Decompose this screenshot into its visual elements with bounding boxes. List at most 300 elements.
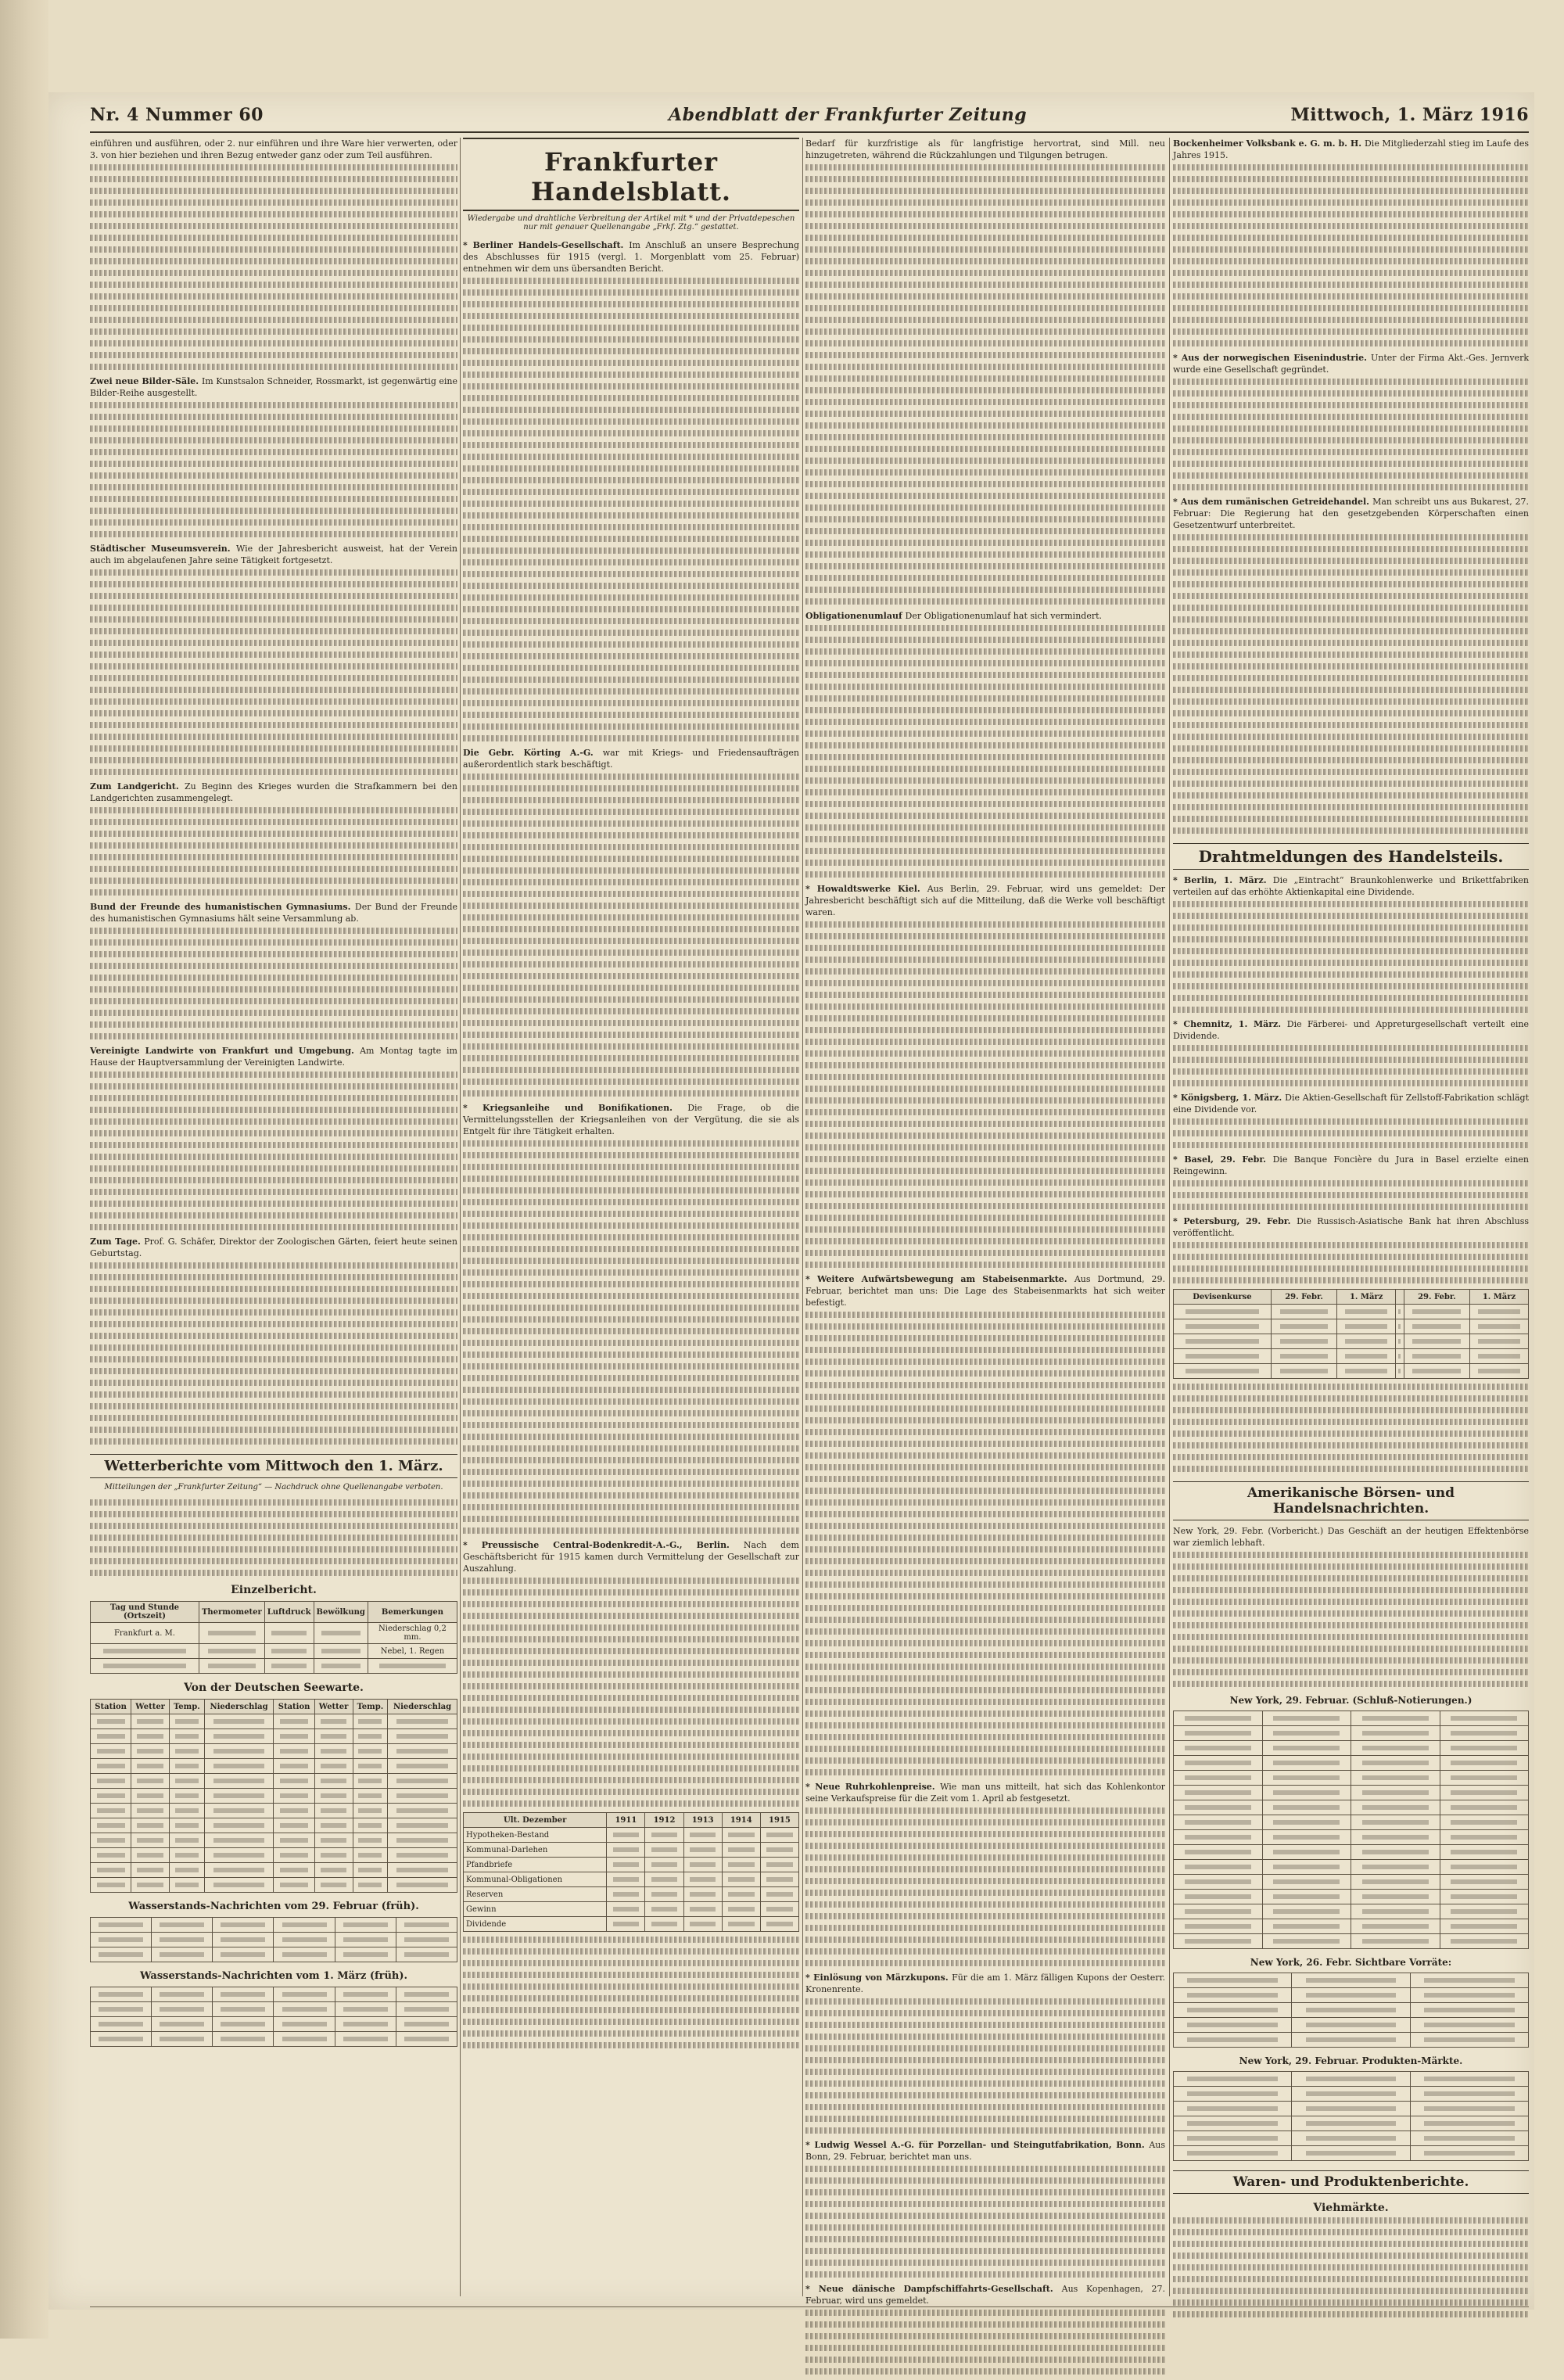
table-row [464,1902,799,1917]
article-text: Die Frage, ob die Vermittelungsstellen der Kriegsanleihen von der Vergütung, die sie als Entgelt für ihre Tätigkeit erhalten. [463,1103,799,1136]
amerika-title: Amerikanische Börsen- und Handelsnachrichten. [1173,1481,1529,1520]
table-cell [1271,1319,1336,1334]
table-row [91,1714,457,1729]
row-label: Hypotheken-Bestand [464,1828,607,1843]
table-cell [1440,1756,1529,1771]
table-cell [131,1833,170,1848]
market-news-sections [1173,138,1529,834]
table-cell [91,1789,131,1804]
table-cell [199,1644,264,1659]
table-header-cell: Ult. Dezember [464,1813,607,1828]
article [1173,1154,1529,1177]
table-cell [152,1933,213,1947]
table-cell [353,1744,388,1759]
table-row [464,1917,799,1932]
table-row [91,1833,457,1848]
article [463,1539,799,1574]
table-header-cell: 29. Febr. [1404,1290,1469,1305]
table-cell [1396,1319,1404,1334]
table-cell [1262,1756,1351,1771]
intro-paragraph: einführen und ausführen, oder 2. nur einführen und ihre Ware hier verwerten, oder 3. von hier beziehen und ihren Bezug entweder ganz oder zum Teil ausführen. [90,138,457,161]
table-row [91,1759,457,1774]
table-cell [1410,2116,1528,2131]
column-1 [90,138,457,2052]
article-heading: Zum Tage. [90,1237,144,1247]
table-cell [204,1848,274,1863]
table-cell [204,1759,274,1774]
table-cell [1174,1904,1263,1919]
table-cell [607,1887,645,1902]
table-cell [1174,2033,1292,2048]
table-cell [1174,1934,1263,1949]
table-cell [353,1714,388,1729]
table-row [91,1774,457,1789]
table-cell [368,1659,457,1674]
article [805,1781,1165,1804]
table-cell [396,1933,457,1947]
table-row [1174,1771,1529,1786]
table-cell [1396,1334,1404,1349]
body-text [90,1072,457,1230]
table-cell [274,1729,314,1744]
table-row [1174,1364,1529,1379]
table-header-cell: 1. März [1337,1290,1396,1305]
table-cell [1337,1334,1396,1349]
table-cell [1174,2116,1292,2131]
table-cell [1262,1890,1351,1904]
table-row [1174,1800,1529,1815]
body-text [805,2166,1165,2278]
body-text [463,1140,799,1534]
table-cell [1440,1786,1529,1800]
table-cell [170,1848,205,1863]
table-cell [353,1789,388,1804]
article-text: Am Montag tagte im Hause der Hauptversammlung der Vereinigten Landwirte. [90,1046,457,1068]
article-heading: * Chemnitz, 1. März. [1173,1019,1287,1029]
table-cell [264,1644,314,1659]
table-cell [645,1887,683,1902]
seewarte-title: Von der Deutschen Seewarte. [90,1682,457,1694]
table-header-cell: Tag und Stunde (Ortszeit) [91,1602,199,1623]
table-cell [335,2032,396,2047]
table-cell [760,1843,798,1858]
table-cell [353,1848,388,1863]
drahtmeldungen-title: Drahtmeldungen des Handelsteils. [1173,843,1529,870]
table-cell [131,1818,170,1833]
einzel-table [90,1601,457,1674]
row-label: Gewinn [464,1902,607,1917]
table-cell [645,1872,683,1887]
table-row [1174,1711,1529,1726]
table-cell [1470,1319,1529,1334]
body-text [1173,1552,1529,1687]
article-text: Wie man uns mitteilt, hat sich das Kohlenkontor seine Verkaufspreise für die Zeit vom 1. April ab festgesetzt. [805,1782,1165,1804]
table-cell [607,1872,645,1887]
table-cell [335,1918,396,1933]
table-cell [1337,1305,1396,1319]
table-cell [1410,2146,1528,2161]
table-cell [1351,1800,1440,1815]
table-cell [722,1887,760,1902]
table-cell [335,2002,396,2017]
column-2 [463,138,799,2054]
table-cell [388,1878,457,1893]
table-cell [213,2032,274,2047]
table-cell [274,1804,314,1818]
table-cell [1174,1305,1272,1319]
body-text [805,164,1165,605]
table-cell [722,1902,760,1917]
table-cell [1440,1934,1529,1949]
table-cell [170,1818,205,1833]
table-cell [1351,1726,1440,1741]
table-cell [199,1659,264,1674]
table-row [91,2017,457,2032]
article-text: Aus Bonn, 29. Februar, berichtet man uns. [805,2140,1165,2162]
table-cell [199,1623,264,1644]
article-text: Die Aktien-Gesellschaft für Zellstoff-Fabrikation schlägt eine Dividende vor. [1173,1093,1529,1115]
table-cell [1440,1919,1529,1934]
table-cell [1351,1771,1440,1786]
table-cell [204,1833,274,1848]
article-heading: * Königsberg, 1. März. [1173,1093,1285,1103]
table-cell [1440,1711,1529,1726]
table-cell [204,1878,274,1893]
row-label: Pfandbriefe [464,1858,607,1872]
handelsblatt-title: Frankfurter Handelsblatt. [463,138,799,211]
table-row [91,1848,457,1863]
column-3 [805,138,1165,2380]
amerika-lead: New York, 29. Febr. (Vorbericht.) Das Geschäft an der heutigen Effektenbörse war ziemlich lebhaft. [1173,1525,1529,1549]
table-row [91,1878,457,1893]
table-cell [1292,2116,1410,2131]
article-text: Bedarf für kurzfristige als für langfristige hervortrat, sind Mill. neu hinzugetreten, während die Rückzahlungen und Tilgungen betrugen. [805,138,1165,160]
table-header-cell: 1911 [607,1813,645,1828]
table-cell [1292,2018,1410,2033]
article-text: Aus Kopenhagen, 27. Februar, wird uns gemeldet. [805,2284,1165,2306]
article-heading: Bund der Freunde des humanistischen Gymnasiums. [90,902,355,912]
table-cell [1440,1800,1529,1815]
table-cell [213,1933,274,1947]
table-cell [335,1933,396,1947]
table-cell [274,2002,335,2017]
table-cell [1174,1726,1263,1741]
article [805,883,1165,918]
article [1173,1018,1529,1042]
article-text: Nach dem Geschäftsbericht für 1915 kamen durch Vermittelung der Gesellschaft zur Auszahlung. [463,1540,799,1574]
table-cell [314,1804,353,1818]
article [805,2139,1165,2163]
table-cell [1262,1815,1351,1830]
table-cell [1174,1349,1272,1364]
table-cell [204,1804,274,1818]
table-cell [264,1623,314,1644]
water-table [90,1917,457,1962]
table-cell [607,1858,645,1872]
table-cell [1292,2146,1410,2161]
article-heading: * Aus der norwegischen Eisenindustrie. [1173,353,1371,363]
table-cell [91,1933,152,1947]
ny-produkten-title: New York, 29. Februar. Produkten-Märkte. [1173,2055,1529,2066]
table-cell [1351,1875,1440,1890]
article-text: Die Färberei- und Appreturgesellschaft verteilt eine Dividende. [1173,1019,1529,1041]
table-cell [1470,1305,1529,1319]
article-text: war mit Kriegs- und Friedensaufträgen außerordentlich stark beschäftigt. [463,748,799,770]
table-cell [314,1863,353,1878]
table-cell [274,1744,314,1759]
article-heading: Obligationenumlauf [805,611,906,621]
table-cell [396,1918,457,1933]
table-cell [396,2032,457,2047]
column-rule [802,138,803,2296]
table-cell [1470,1364,1529,1379]
article [805,1273,1165,1308]
article [463,1102,799,1137]
table-cell [314,1759,353,1774]
water2-title: Wasserstands-Nachrichten vom 1. März (früh). [90,1970,457,1982]
handelsblatt-sections [463,239,799,1807]
table-cell [170,1833,205,1848]
article-heading: * Basel, 29. Febr. [1173,1154,1273,1165]
table-cell [1292,2072,1410,2087]
table-row [1174,2131,1529,2146]
water2-table [90,1987,457,2047]
table-row [91,1933,457,1947]
table-cell [1271,1334,1336,1349]
table-cell [396,2002,457,2017]
table-cell [274,1848,314,1863]
table-row [1174,1973,1529,1988]
vieh-title: Viehmärkte. [1173,2202,1529,2214]
table-header-cell: Niederschlag [204,1700,274,1714]
table-row [1174,1786,1529,1800]
table-row [1174,2116,1529,2131]
article [90,901,457,924]
table-row [1174,1890,1529,1904]
body-text [90,928,457,1039]
table-cell [645,1828,683,1843]
table-cell [131,1759,170,1774]
article-heading: * Aus dem rumänischen Getreidehandel. [1173,497,1372,507]
table-cell [274,1947,335,1962]
table-cell [274,1818,314,1833]
article-heading: * Petersburg, 29. Febr. [1173,1216,1297,1226]
table-cell [1440,1726,1529,1741]
table-header-cell: 1912 [645,1813,683,1828]
table-cell [1292,2131,1410,2146]
column-rule [1169,138,1170,2296]
ny-sichtbare-table [1173,1973,1529,2048]
page-header [90,103,1529,133]
table-cell [204,1714,274,1729]
table-cell [1262,1800,1351,1815]
table-cell [388,1833,457,1848]
table-header-cell: Thermometer [199,1602,264,1623]
table-row [1174,1349,1529,1364]
table-cell [1174,1334,1272,1349]
table-cell [170,1759,205,1774]
table-row [1174,1830,1529,1845]
article [805,138,1165,161]
weather-title: Wetterberichte vom Mittwoch den 1. März. [90,1454,457,1478]
table-cell [683,1872,722,1887]
table-cell [274,1833,314,1848]
table-cell [213,1987,274,2002]
table-cell [1174,1830,1263,1845]
table-cell [131,1789,170,1804]
table-cell [91,1659,199,1674]
table-cell [1396,1364,1404,1379]
table-row [91,1644,457,1659]
table-cell [1262,1919,1351,1934]
table-cell [388,1848,457,1863]
table-header-cell: Bewölkung [314,1602,368,1623]
table-cell [645,1917,683,1932]
table-cell [1396,1305,1404,1319]
table-cell [170,1744,205,1759]
article-heading: * Berliner Handels-Gesellschaft. [463,240,629,250]
table-cell [91,1818,131,1833]
table-row [91,1804,457,1818]
table-cell [1262,1771,1351,1786]
table-cell [607,1902,645,1917]
table-cell [91,1714,131,1729]
table-cell [170,1774,205,1789]
handelsblatt-subtitle: Wiedergabe und drahtliche Verbreitung der Artikel mit * und der Privatdepeschen nur mit genauer Quellenangabe „Frkf. Ztg.“ gestattet. [463,214,799,232]
drahtmeldungen-sections [1173,874,1529,1283]
newspaper-title: Abendblatt der Frankfurter Zeitung [669,105,1027,125]
table-cell [91,1987,152,2002]
table-row [1174,1875,1529,1890]
table-cell [1262,1830,1351,1845]
table-cell [91,1833,131,1848]
table-cell [1410,1973,1528,1988]
table-cell [314,1659,368,1674]
table-cell [274,1878,314,1893]
table-header-cell: 1913 [683,1813,722,1828]
article-heading: * Neue dänische Dampfschiffahrts-Gesellschaft. [805,2284,1062,2294]
table-cell [353,1833,388,1848]
table-cell [1292,1973,1410,1988]
table-cell [1337,1364,1396,1379]
ny-quotes-table [1173,1711,1529,1949]
table-cell [131,1863,170,1878]
table-cell [760,1858,798,1872]
table-cell [1351,1711,1440,1726]
table-cell [1410,2033,1528,2048]
table-row [91,1729,457,1744]
table-row [1174,2087,1529,2102]
table-cell [204,1789,274,1804]
article-text: Wie der Jahresbericht ausweist, hat der Verein auch im abgelaufenen Jahre seine Tätigkeit fortgesetzt. [90,544,457,565]
issue-date: Mittwoch, 1. März 1916 [1290,105,1529,125]
article-heading: * Preussische Central-Bodenkredit-A.-G., Berlin. [463,1540,744,1550]
table-cell [607,1828,645,1843]
table-cell [388,1729,457,1744]
table-cell [1410,1988,1528,2003]
article [1173,874,1529,898]
table-cell [353,1729,388,1744]
table-cell [204,1744,274,1759]
table-cell [353,1878,388,1893]
article-heading: Zum Landgericht. [90,781,185,792]
article [90,1236,457,1259]
article [1173,138,1529,161]
ny-sichtbare-title: New York, 26. Febr. Sichtbare Vorräte: [1173,1957,1529,1968]
table-row [1174,1319,1529,1334]
table-row [1174,1988,1529,2003]
table-cell [645,1902,683,1917]
table-cell [170,1878,205,1893]
table-cell [274,1933,335,1947]
table-cell [1174,2102,1292,2116]
table-cell [204,1774,274,1789]
table-cell [1404,1364,1469,1379]
table-cell [1174,1973,1292,1988]
article-text: Die Russisch-Asiatische Bank hat ihren Abschluss veröffentlicht. [1173,1216,1529,1238]
table-cell [274,1987,335,2002]
table-cell [1351,1756,1440,1771]
table-cell [1174,1741,1263,1756]
body-text [90,569,457,775]
table-cell [1292,1988,1410,2003]
table-cell [91,1863,131,1878]
table-cell [152,1987,213,2002]
table-cell [91,2017,152,2032]
table-cell [353,1804,388,1818]
table-cell [314,1714,353,1729]
table-row [464,1872,799,1887]
table-header-cell: Temp. [170,1700,205,1714]
table-cell [1470,1334,1529,1349]
table-row [1174,2003,1529,2018]
article-heading: * Howaldtswerke Kiel. [805,884,927,894]
table-header-cell: 29. Febr. [1271,1290,1336,1305]
table-row [91,2032,457,2047]
table-cell [1174,1890,1263,1904]
table-cell [1262,1875,1351,1890]
table-cell [1174,1756,1263,1771]
body-text [1173,901,1529,1013]
table-cell [314,1833,353,1848]
table-cell [1174,1771,1263,1786]
body-text [1173,379,1529,490]
table-cell [1351,1919,1440,1934]
table-cell [213,2017,274,2032]
table-cell [274,1759,314,1774]
article-text: Der Obligationenumlauf hat sich vermindert. [906,611,1102,621]
table-cell [131,1729,170,1744]
table-cell [91,1878,131,1893]
table-cell [170,1863,205,1878]
table-cell [1174,1845,1263,1860]
table-cell [91,1918,152,1933]
table-cell [1174,1786,1263,1800]
table-row [91,1789,457,1804]
table-cell [388,1744,457,1759]
table-cell [1174,1319,1272,1334]
table-row [91,1863,457,1878]
table-cell [1404,1305,1469,1319]
article-text: Im Anschluß an unsere Besprechung des Abschlusses für 1915 (vergl. 1. Morgenblatt vom 25. Februar) entnehmen wir dem uns übersandten Bericht. [463,240,799,274]
table-row [1174,1919,1529,1934]
table-cell [760,1872,798,1887]
seewarte-table [90,1699,457,1893]
waren-title: Waren- und Produktenberichte. [1173,2170,1529,2194]
table-cell [91,1744,131,1759]
table-row [1174,1845,1529,1860]
table-row [91,1623,457,1644]
